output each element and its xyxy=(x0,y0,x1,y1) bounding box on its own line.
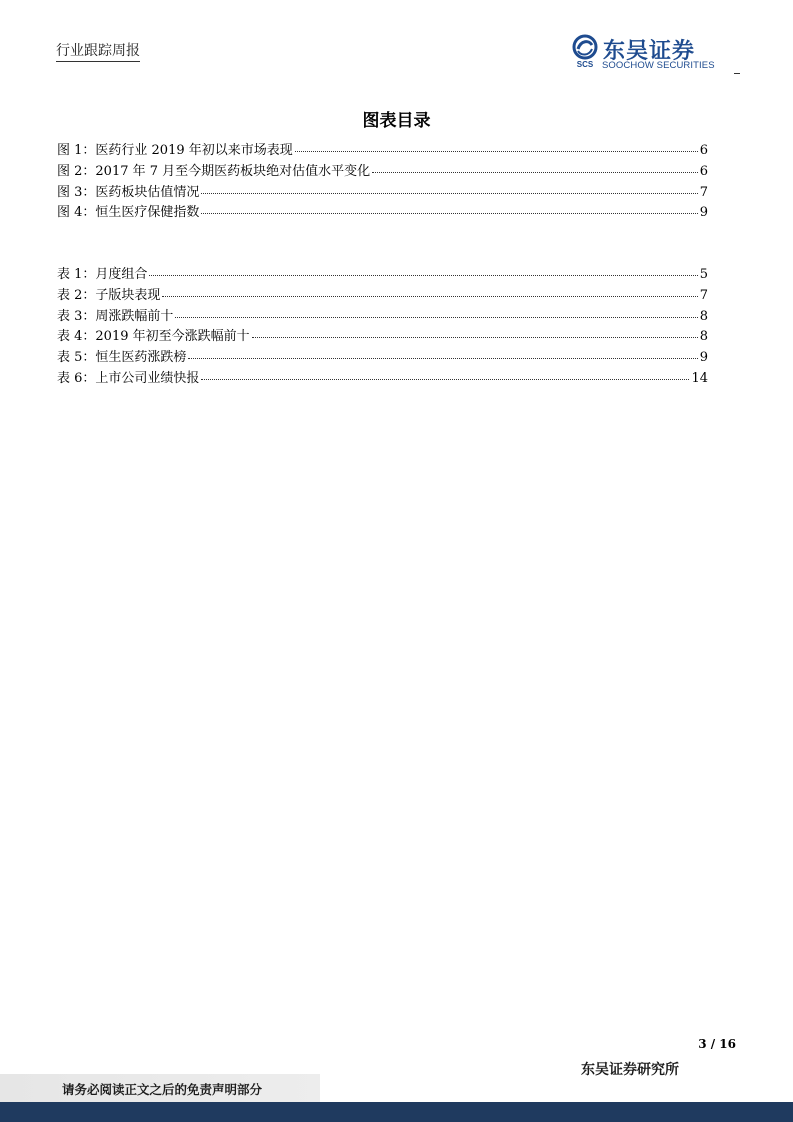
toc-entry-figure-4[interactable] xyxy=(57,201,708,222)
company-logo xyxy=(571,34,741,74)
toc-entry-table-1[interactable] xyxy=(57,263,708,284)
toc-entry-label: 表 6：上市公司业绩快报 xyxy=(57,370,200,386)
toc-entry-page: 8 xyxy=(699,329,708,345)
toc-leader-dots xyxy=(175,316,697,318)
page-title: 图表目录 xyxy=(362,111,431,131)
svg-text:SCS: SCS xyxy=(576,60,594,68)
scs-logo-icon xyxy=(571,34,599,68)
report-type-label: 行业跟踪周报 xyxy=(56,40,140,62)
toc-entry-page: 14 xyxy=(691,370,708,386)
toc-entry-label: 图 1：医药行业 2019 年初以来市场表现 xyxy=(57,143,293,158)
toc-entry-label: 表 5：恒生医药涨跌榜 xyxy=(57,350,187,366)
toc-entry-page: 9 xyxy=(699,205,708,221)
toc-leader-dots xyxy=(162,295,697,297)
toc-entry-page: 7 xyxy=(699,287,708,303)
toc-entry-label: 图 2：2017 年 7 月至今期医药板块绝对估值水平变化 xyxy=(57,163,371,179)
toc-entry-page: 6 xyxy=(699,143,708,158)
toc-entry-page: 7 xyxy=(699,184,708,200)
footer-bar xyxy=(0,1102,793,1122)
toc-entry-figure-2[interactable] xyxy=(57,160,708,181)
toc-entry-table-4[interactable] xyxy=(57,325,708,346)
footer-company-name: 东吴证券研究所 xyxy=(581,1062,679,1078)
toc-entry-label: 图 3：医药板块估值情况 xyxy=(57,184,200,200)
toc-leader-dots xyxy=(201,378,689,380)
toc-entry-figure-3[interactable] xyxy=(57,181,708,202)
toc-entry-label: 表 1：月度组合 xyxy=(57,267,148,282)
toc-entry-table-6[interactable] xyxy=(57,367,708,388)
toc-entry-label: 表 4：2019 年初至今涨跌幅前十 xyxy=(57,329,250,345)
toc-leader-dots xyxy=(149,274,697,276)
toc-entry-table-5[interactable] xyxy=(57,346,708,367)
toc-leader-dots xyxy=(201,212,697,214)
toc-entry-label: 表 3：周涨跌幅前十 xyxy=(57,308,174,324)
toc-leader-dots xyxy=(252,336,698,338)
toc-leader-dots xyxy=(188,357,697,359)
footer-disclaimer: 请务必阅读正文之后的免责声明部分 xyxy=(62,1082,263,1097)
toc-entry-figure-1[interactable] xyxy=(57,139,708,160)
page-number: 3 / 16 xyxy=(698,1037,736,1051)
figure-list xyxy=(57,139,708,222)
toc-entry-page: 8 xyxy=(699,308,708,324)
toc-entry-page: 5 xyxy=(699,267,708,282)
logo-cn-name: 东吴证券 xyxy=(603,39,696,64)
toc-entry-label: 表 2：子版块表现 xyxy=(57,287,161,303)
header-divider xyxy=(734,73,740,74)
toc-entry-label: 图 4：恒生医疗保健指数 xyxy=(57,205,200,221)
toc-entry-table-3[interactable] xyxy=(57,305,708,326)
toc-entry-table-2[interactable] xyxy=(57,284,708,305)
table-list xyxy=(57,263,708,388)
logo-en-name: SOOCHOW SECURITIES xyxy=(602,60,715,71)
toc-entry-page: 9 xyxy=(699,350,708,366)
toc-leader-dots xyxy=(372,171,698,173)
toc-leader-dots xyxy=(295,150,698,152)
toc-leader-dots xyxy=(201,192,697,194)
toc-entry-page: 6 xyxy=(699,163,708,179)
